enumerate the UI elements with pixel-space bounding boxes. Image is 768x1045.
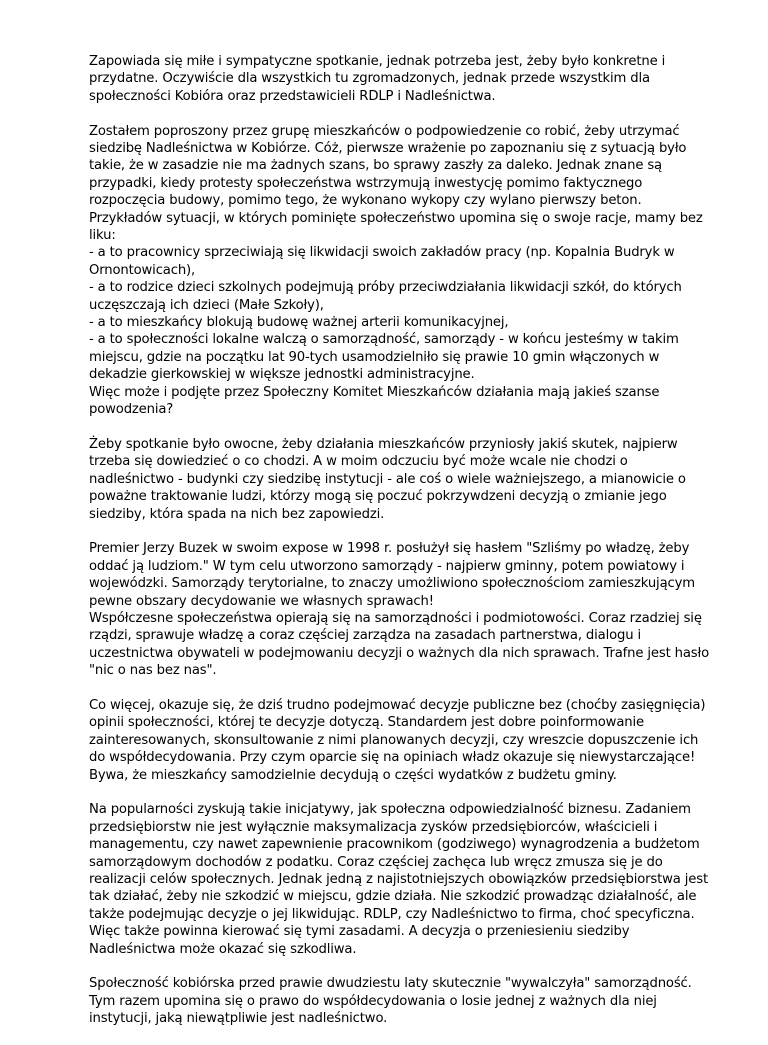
paragraph-buzek: Premier Jerzy Buzek w swoim expose w 1998 r. posłużył się hasłem "Szliśmy po władzę, żeby oddać ją ludziom." W tym celu utworzono samorządy - najpierw gminny, potem powiatowy i wojewódzki. Samorządy terytorialne, to znaczy umożliwiono społecznościom zamieszkującym pewne obszary decydowanie we własnych sprawach! Współczesne społeczeństwa opierają się na samorządności i podmiotowości. Coraz rzadziej się rządzi, sprawuje władzę a coraz częściej zarządza na zasadach partnerstwa, dialogu i uczestnictwa obywateli w podejmowaniu decyzji o ważnych dla nich sprawach. Trafne jest hasło "nic o nas bez nas".	[89, 541, 710, 679]
paragraph-public-decisions: Co więcej, okazuje się, że dziś trudno podejmować decyzje publiczne bez (choćby zasięgnięcia) opinii społeczności, której te decyzje dotyczą. Standardem jest dobre poinformowanie zainteresowanych, skonsultowanie z nimi planowanych decyzji, czy wreszcie dopuszczenie ich do współdecydowania. Przy czym oparcie się na opiniach władz okazuje się niewystarczające! Bywa, że mieszkańcy samodzielnie decydują o części wydatków z budżetu gminy.	[89, 697, 706, 783]
paragraph-purpose: Żeby spotkanie było owocne, żeby działania mieszkańców przyniosły jakiś skutek, najpierw trzeba się dowiedzieć o co chodzi. A w moim odczuciu być może wcale nie chodzi o nadleśnictwo - budynki czy siedzibę instytucji - ale coś o wiele ważniejszego, a mianowicie o poważne traktowanie ludzi, którzy mogą się poczuć pokrzywdzeni decyzją o zmianie jego siedziby, która spada na nich bez zapowiedzi.	[89, 436, 686, 522]
paragraph-conclusion: Społeczność kobiórska przed prawie dwudziestu laty skutecznie "wywalczyła" samorządność. Tym razem upomina się o prawo do współdecydowania o losie jednej z ważnych dla niej instytucji, jaką niewątpliwie jest nadleśnictwo.	[89, 976, 692, 1027]
paragraph-csr: Na popularności zyskują takie inicjatywy, jak społeczna odpowiedzialność biznesu. Zadaniem przedsiębiorstw nie jest wyłącznie maksymalizacja zysków przedsiębiorców, właścicieli i managementu, czy nawet zapewnienie pracownikom (godziwego) wynagrodzenia a budżetom samorządowym dochodów z podatku. Coraz częściej zachęca lub wręcz zmusza się je do realizacji celów społecznych. Jednak jedną z najistotniejszych obowiązków przedsiębiorstwa jest tak działać, żeby nie szkodzić w miejscu, gdzie działa. Nie szkodzić prowadząc działalność, ale także podejmując decyzje o jej likwidując. RDLP, czy Nadleśnictwo to firma, choć specyficzna. Więc także powinna kierować się tymi zasadami. A decyzja o przeniesieniu siedziby Nadleśnictwa może okazać się szkodliwa.	[89, 802, 708, 957]
paragraph-request: Zostałem poproszony przez grupę mieszkańców o podpowiedzenie co robić, żeby utrzymać siedzibę Nadleśnictwa w Kobiórze. Cóż, pierwsze wrażenie po zapoznaniu się z sytuacją było takie, że w zasadzie nie ma żadnych szans, bo sprawy zaszły za daleko. Jednak znane są przypadki, kiedy protesty społeczeństwa wstrzymują inwestycję pomimo faktycznego rozpoczęcia budowy, pomimo tego, że wykonano wykopy czy wylano pierwszy beton. Przykładów sytuacji, w których pominięte społeczeństwo upomina się o swoje racje, mamy bez liku: - a to pracownicy sprzeciwiają się likwidacji swoich zakładów pracy (np. Kopalnia Budryk w Ornontowicach), - a to rodzice dzieci szkolnych podejmują próby przeciwdziałania likwidacji szkół, do których uczęszczają ich dzieci (Małe Szkoły), - a to mieszkańcy blokują budowę ważnej arterii komunikacyjnej, - a to społeczności lokalne walczą o samorządność, samorządy - w końcu jesteśmy w takim miejscu, gdzie na początku lat 90-tych usamodzielniło się prawie 10 gmin włączonych w dekadzie gierkowskiej w większe jednostki administracyjne. Więc może i podjęte przez Społeczny Komitet Mieszkańców działania mają jakieś szanse powodzenia?	[89, 123, 703, 418]
document-body	[89, 53, 709, 1045]
paragraph-intro: Zapowiada się miłe i sympatyczne spotkanie, jednak potrzeba jest, żeby było konkretne i przydatne. Oczywiście dla wszystkich tu zgromadzonych, jednak przede wszystkim dla społeczności Kobióra oraz przedstawicieli RDLP i Nadleśnictwa.	[89, 54, 666, 104]
